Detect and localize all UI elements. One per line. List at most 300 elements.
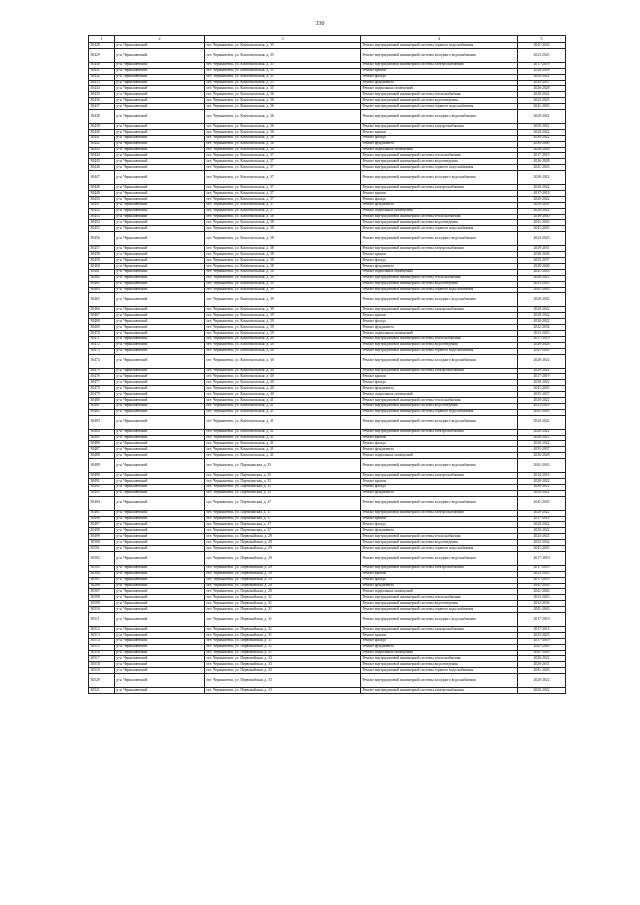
work-type-cell: Ремонт внутридомовой инженерной системы холодного водоснабжения [361,415,518,429]
municipality-cell: р-н. Чернышевский [115,429,205,435]
column-header-3: 3 [205,36,361,43]
table-row [89,354,566,368]
row-number-cell: 30430 [89,62,115,68]
municipality-cell: р-н. Чернышевский [115,202,205,208]
work-type-cell: Ремонт внутридомовой инженерной системы электроснабжения [361,124,518,130]
row-number-cell: 30491 [89,478,115,484]
period-cell: 2020-2022 [518,196,566,202]
address-cell: пгт. Чернышевск, ул. Комсомольская, д. 39 [205,275,361,281]
municipality-cell: р-н. Чернышевский [115,546,205,552]
address-cell: пгт. Чернышевск, ул. Первомайская, д. 29 [205,571,361,577]
municipality-cell: р-н. Чернышевский [115,374,205,380]
municipality-cell: р-н. Чернышевский [115,688,205,694]
period-cell: 2020-2022 [518,380,566,386]
municipality-cell: р-н. Чернышевский [115,171,205,185]
municipality-cell: р-н. Чернышевский [115,453,205,459]
row-number-cell: 30503 [89,565,115,571]
period-cell: 2014-2016 [518,473,566,479]
address-cell: пгт. Чернышевск, ул. Комсомольская, д. 37 [205,165,361,171]
period-cell: 2023-2025 [518,330,566,336]
table-row [89,674,566,688]
row-number-cell: 30480 [89,397,115,403]
period-cell: 2041-2043 [518,43,566,49]
period-cell: 2029-2031 [518,202,566,208]
period-cell: 2035-2037 [518,258,566,264]
work-type-cell: Ремонт внутридомовой инженерной системы горячего водоснабжения [361,607,518,613]
work-type-cell: Ремонт внутридомовой инженерной системы теплоснабжения [361,534,518,540]
period-cell: 2017-2019 [518,577,566,583]
table-row [89,688,566,694]
municipality-cell: р-н. Чернышевский [115,226,205,232]
address-cell: пгт. Чернышевск, ул. Партизанская, д. 35 [205,459,361,473]
table-row [89,496,566,510]
work-type-cell: Ремонт внутридомовой инженерной системы холодного водоснабжения [361,232,518,246]
period-cell: 2023-2025 [518,595,566,601]
row-number-cell: 30484 [89,429,115,435]
row-number-cell: 30458 [89,252,115,258]
period-cell: 2017-2019 [518,62,566,68]
period-cell: 2038-2040 [518,214,566,220]
period-cell: 2032-2034 [518,601,566,607]
municipality-cell: р-н. Чернышевский [115,98,205,104]
work-type-cell: Ремонт внутридомовой инженерной системы холодного водоснабжения [361,459,518,473]
work-type-cell: Ремонт подвальных помещений [361,330,518,336]
address-cell: пгт. Чернышевск, ул. Комсомольская, д. 36 [205,92,361,98]
row-number-cell: 30429 [89,48,115,62]
period-cell: 2020-2022 [518,171,566,185]
municipality-cell: р-н. Чернышевский [115,287,205,293]
period-cell: 2041-2043 [518,386,566,392]
period-cell: 2023-2025 [518,632,566,638]
municipality-cell: р-н. Чернышевский [115,441,205,447]
row-number-cell: 30465 [89,293,115,307]
row-number-cell: 30509 [89,601,115,607]
work-type-cell: Ремонт фундамента [361,263,518,269]
work-type-cell: Ремонт крыши [361,516,518,522]
work-type-cell: Ремонт крыши [361,632,518,638]
work-type-cell: Ремонт внутридомовой инженерной системы холодного водоснабжения [361,674,518,688]
row-number-cell: 30440 [89,129,115,135]
municipality-cell: р-н. Чернышевский [115,129,205,135]
period-cell: 2038-2040 [518,263,566,269]
period-cell: 2020-2022 [518,129,566,135]
municipality-cell: р-н. Чернышевский [115,607,205,613]
address-cell: пгт. Чернышевск, ул. Комсомольская, д. 41 [205,397,361,403]
address-cell: пгт. Чернышевск, ул. Комсомольская, д. 41 [205,441,361,447]
municipality-cell: р-н. Чернышевский [115,191,205,197]
municipality-cell: р-н. Чернышевский [115,674,205,688]
row-number-cell: 30478 [89,386,115,392]
row-number-cell: 30521 [89,688,115,694]
period-cell: 2020-2022 [518,656,566,662]
period-cell: 2038-2040 [518,141,566,147]
row-number-cell: 30447 [89,171,115,185]
row-number-cell: 30463 [89,281,115,287]
period-cell: 2020-2022 [518,368,566,374]
period-cell: 2041-2043 [518,348,566,354]
work-type-cell: Ремонт фасада [361,135,518,141]
address-cell: пгт. Чернышевск, ул. Комсомольская, д. 36 [205,104,361,110]
municipality-cell: р-н. Чернышевский [115,307,205,313]
period-cell: 2041-2043 [518,589,566,595]
address-cell: пгт. Чернышевск, ул. Первомайская, д. 33 [205,674,361,688]
period-cell: 2020-2022 [518,307,566,313]
table-row [89,613,566,627]
address-cell: пгт. Чернышевск, ул. Комсомольская, д. 36 [205,135,361,141]
row-number-cell: 30496 [89,516,115,522]
row-number-cell: 30517 [89,656,115,662]
period-cell: 2020-2022 [518,275,566,281]
municipality-cell: р-н. Чернышевский [115,522,205,528]
address-cell: пгт. Чернышевск, ул. Комсомольская, д. 41 [205,453,361,459]
address-cell: пгт. Чернышевск, ул. Комсомольская, д. 39 [205,293,361,307]
row-number-cell: 30467 [89,313,115,319]
address-cell: пгт. Чернышевск, ул. Комсомольская, д. 36 [205,141,361,147]
address-cell: пгт. Чернышевск, ул. Комсомольская, д. 37 [205,191,361,197]
row-number-cell: 30520 [89,674,115,688]
municipality-cell: р-н. Чернышевский [115,43,205,49]
period-cell: 2023-2025 [518,403,566,409]
municipality-cell: р-н. Чернышевский [115,342,205,348]
row-number-cell: 30456 [89,232,115,246]
row-number-cell: 30428 [89,43,115,49]
address-cell: пгт. Чернышевск, ул. Первомайская, д. 31 [205,632,361,638]
work-type-cell: Ремонт крыши [361,252,518,258]
municipality-cell: р-н. Чернышевский [115,325,205,331]
period-cell: 2017-2019 [518,613,566,627]
address-cell: пгт. Чернышевск, ул. Комсомольская, д. 37 [205,208,361,214]
work-type-cell: Ремонт фасада [361,577,518,583]
address-cell: пгт. Чернышевск, ул. Партизанская, д. 37 [205,510,361,516]
work-type-cell: Ремонт крыши [361,313,518,319]
address-cell: пгт. Чернышевск, ул. Комсомольская, д. 38 [205,258,361,264]
municipality-cell: р-н. Чернышевский [115,141,205,147]
period-cell: 2020-2022 [518,354,566,368]
period-cell: 2026-2028 [518,159,566,165]
address-cell: пгт. Чернышевск, ул. Комсомольская, д. 40 [205,348,361,354]
municipality-cell: р-н. Чернышевский [115,92,205,98]
municipality-cell: р-н. Чернышевский [115,348,205,354]
period-cell: 2020-2022 [518,688,566,694]
work-type-cell: Ремонт подвальных помещений [361,453,518,459]
work-type-cell: Ремонт фасада [361,441,518,447]
row-number-cell: 30494 [89,496,115,510]
work-type-cell: Ремонт внутридомовой инженерной системы горячего водоснабжения [361,348,518,354]
work-type-cell: Ремонт фундамента [361,490,518,496]
period-cell: 2023-2025 [518,48,566,62]
work-type-cell: Ремонт внутридомовой инженерной системы электроснабжения [361,185,518,191]
row-number-cell: 30471 [89,336,115,342]
row-number-cell: 30474 [89,354,115,368]
period-cell: 2017-2019 [518,638,566,644]
municipality-cell: р-н. Чернышевский [115,275,205,281]
municipality-cell: р-н. Чернышевский [115,153,205,159]
address-cell: пгт. Чернышевск, ул. Комсомольская, д. 40 [205,368,361,374]
row-number-cell: 30468 [89,319,115,325]
address-cell: пгт. Чернышевск, ул. Комсомольская, д. 37 [205,185,361,191]
work-type-cell: Ремонт внутридомовой инженерной системы водоотведения [361,342,518,348]
row-number-cell: 30487 [89,447,115,453]
period-cell: 2020-2022 [518,490,566,496]
period-cell: 2041-2043 [518,607,566,613]
work-type-cell: Ремонт крыши [361,129,518,135]
column-header-5: 5 [518,36,566,43]
period-cell: 2032-2034 [518,325,566,331]
period-cell: 2032-2034 [518,540,566,546]
page-number: 330 [315,21,325,27]
address-cell: пгт. Чернышевск, ул. Первомайская, д. 29 [205,546,361,552]
period-cell: 2020-2022 [518,397,566,403]
row-number-cell: 30505 [89,577,115,583]
table-row [89,171,566,185]
municipality-cell: р-н. Чернышевский [115,147,205,153]
period-cell: 2017-2019 [518,516,566,522]
address-cell: пгт. Чернышевск, ул. Комсомольская, д. 38 [205,232,361,246]
address-cell: пгт. Чернышевск, ул. Комсомольская, д. 35 [205,74,361,80]
address-cell: пгт. Чернышевск, ул. Комсомольская, д. 37 [205,202,361,208]
row-number-cell: 30481 [89,403,115,409]
address-cell: пгт. Чернышевск, ул. Комсомольская, д. 35 [205,48,361,62]
address-cell: пгт. Чернышевск, ул. Первомайская, д. 33 [205,662,361,668]
address-cell: пгт. Чернышевск, ул. Первомайская, д. 29 [205,583,361,589]
row-number-cell: 30497 [89,522,115,528]
table-row [89,232,566,246]
period-cell: 2017-2019 [518,627,566,633]
work-type-cell: Ремонт внутридомовой инженерной системы теплоснабжения [361,153,518,159]
work-type-cell: Ремонт подвальных помещений [361,86,518,92]
address-cell: пгт. Чернышевск, ул. Комсомольская, д. 41 [205,429,361,435]
row-number-cell: 30431 [89,68,115,74]
address-cell: пгт. Чернышевск, ул. Комсомольская, д. 41 [205,403,361,409]
municipality-cell: р-н. Чернышевский [115,484,205,490]
row-number-cell: 30489 [89,459,115,473]
table-row [89,415,566,429]
row-number-cell: 30435 [89,92,115,98]
column-header-4: 4 [361,36,518,43]
row-number-cell: 30441 [89,135,115,141]
row-number-cell: 30512 [89,627,115,633]
period-cell: 2023-2025 [518,571,566,577]
work-type-cell: Ремонт фундамента [361,528,518,534]
period-cell: 2020-2022 [518,441,566,447]
municipality-cell: р-н. Чернышевский [115,595,205,601]
row-number-cell: 30451 [89,202,115,208]
work-type-cell: Ремонт внутридомовой инженерной системы теплоснабжения [361,275,518,281]
municipality-cell: р-н. Чернышевский [115,319,205,325]
municipality-cell: р-н. Чернышевский [115,601,205,607]
period-cell: 2020-2022 [518,110,566,124]
period-cell: 2041-2043 [518,409,566,415]
row-number-cell: 30482 [89,409,115,415]
period-cell: 2026-2028 [518,147,566,153]
work-type-cell: Ремонт внутридомовой инженерной системы горячего водоснабжения [361,226,518,232]
municipality-cell: р-н. Чернышевский [115,293,205,307]
municipality-cell: р-н. Чернышевский [115,380,205,386]
row-number-cell: 30466 [89,307,115,313]
row-number-cell: 30443 [89,147,115,153]
row-number-cell: 30513 [89,632,115,638]
work-type-cell: Ремонт внутридомовой инженерной системы горячего водоснабжения [361,409,518,415]
municipality-cell: р-н. Чернышевский [115,74,205,80]
row-number-cell: 30464 [89,287,115,293]
address-cell: пгт. Чернышевск, ул. Партизанская, д. 37 [205,496,361,510]
address-cell: пгт. Чернышевск, ул. Комсомольская, д. 40 [205,374,361,380]
municipality-cell: р-н. Чернышевский [115,220,205,226]
work-type-cell: Ремонт подвальных помещений [361,650,518,656]
address-cell: пгт. Чернышевск, ул. Комсомольская, д. 41 [205,447,361,453]
column-number-row [89,36,566,43]
work-type-cell: Ремонт внутридомовой инженерной системы водоотведения [361,540,518,546]
column-header-2: 2 [115,36,205,43]
work-type-cell: Ремонт фундамента [361,644,518,650]
period-cell: 2020-2022 [518,319,566,325]
work-type-cell: Ремонт внутридомовой инженерной системы холодного водоснабжения [361,293,518,307]
period-cell: 2029-2031 [518,662,566,668]
period-cell: 2041-2043 [518,668,566,674]
address-cell: пгт. Чернышевск, ул. Первомайская, д. 29 [205,534,361,540]
period-cell: 2023-2025 [518,232,566,246]
work-type-cell: Ремонт внутридомовой инженерной системы электроснабжения [361,565,518,571]
row-number-cell: 30433 [89,80,115,86]
municipality-cell: р-н. Чернышевский [115,589,205,595]
work-type-cell: Ремонт внутридомовой инженерной системы электроснабжения [361,473,518,479]
work-type-cell: Ремонт внутридомовой инженерной системы холодного водоснабжения [361,171,518,185]
municipality-cell: р-н. Чернышевский [115,313,205,319]
row-number-cell: 30461 [89,269,115,275]
period-cell: 2041-2043 [518,165,566,171]
address-cell: пгт. Чернышевск, ул. Комсомольская, д. 40 [205,342,361,348]
municipality-cell: р-н. Чернышевский [115,662,205,668]
address-cell: пгт. Чернышевск, ул. Комсомольская, д. 36 [205,129,361,135]
row-number-cell: 30472 [89,342,115,348]
period-cell: 2023-2025 [518,534,566,540]
work-type-cell: Ремонт внутридомовой инженерной системы электроснабжения [361,368,518,374]
period-cell: 2020-2022 [518,435,566,441]
period-cell: 2020-2022 [518,415,566,429]
row-number-cell: 30483 [89,415,115,429]
address-cell: пгт. Чернышевск, ул. Первомайская, д. 31 [205,650,361,656]
row-number-cell: 30473 [89,348,115,354]
row-number-cell: 30510 [89,607,115,613]
period-cell: 2020-2022 [518,124,566,130]
municipality-cell: р-н. Чернышевский [115,397,205,403]
municipality-cell: р-н. Чернышевский [115,459,205,473]
work-type-cell: Ремонт внутридомовой инженерной системы горячего водоснабжения [361,668,518,674]
work-type-cell: Ремонт крыши [361,478,518,484]
period-cell: 2041-2043 [518,287,566,293]
period-cell: 2020-2022 [518,510,566,516]
row-number-cell: 30519 [89,668,115,674]
row-number-cell: 30462 [89,275,115,281]
municipality-cell: р-н. Чернышевский [115,409,205,415]
period-cell: 2041-2043 [518,546,566,552]
period-cell: 2035-2037 [518,392,566,398]
row-number-cell: 30486 [89,441,115,447]
period-cell: 2020-2022 [518,522,566,528]
period-cell: 2029-2031 [518,246,566,252]
row-number-cell: 30479 [89,392,115,398]
municipality-cell: р-н. Чернышевский [115,551,205,565]
address-cell: пгт. Чернышевск, ул. Первомайская, д. 29 [205,577,361,583]
address-cell: пгт. Чернышевск, ул. Комсомольская, д. 35 [205,68,361,74]
address-cell: пгт. Чернышевск, ул. Комсомольская, д. 39 [205,307,361,313]
row-number-cell: 30445 [89,159,115,165]
work-type-cell: Ремонт фасада [361,258,518,264]
municipality-cell: р-н. Чернышевский [115,528,205,534]
address-cell: пгт. Чернышевск, ул. Комсомольская, д. 35 [205,86,361,92]
municipality-cell: р-н. Чернышевский [115,510,205,516]
row-number-cell: 30476 [89,374,115,380]
work-type-cell: Ремонт внутридомовой инженерной системы электроснабжения [361,429,518,435]
municipality-cell: р-н. Чернышевский [115,415,205,429]
work-type-cell: Ремонт внутридомовой инженерной системы горячего водоснабжения [361,104,518,110]
table-body [89,43,566,694]
period-cell: 2026-2028 [518,342,566,348]
address-cell: пгт. Чернышевск, ул. Комсомольская, д. 39 [205,313,361,319]
municipality-cell: р-н. Чернышевский [115,368,205,374]
address-cell: пгт. Чернышевск, ул. Комсомольская, д. 38 [205,269,361,275]
row-number-cell: 30502 [89,551,115,565]
period-cell: 2041-2043 [518,226,566,232]
municipality-cell: р-н. Чернышевский [115,281,205,287]
work-type-cell: Ремонт внутридомовой инженерной системы водоотведения [361,601,518,607]
address-cell: пгт. Чернышевск, ул. Первомайская, д. 31 [205,613,361,627]
row-number-cell: 30459 [89,258,115,264]
row-number-cell: 30500 [89,540,115,546]
work-type-cell: Ремонт внутридомовой инженерной системы электроснабжения [361,307,518,313]
address-cell: пгт. Чернышевск, ул. Комсомольская, д. 41 [205,435,361,441]
address-cell: пгт. Чернышевск, ул. Партизанская, д. 35 [205,484,361,490]
work-type-cell: Ремонт подвальных помещений [361,147,518,153]
municipality-cell: р-н. Чернышевский [115,68,205,74]
work-type-cell: Ремонт внутридомовой инженерной системы электроснабжения [361,62,518,68]
row-number-cell: 30514 [89,638,115,644]
address-cell: пгт. Чернышевск, ул. Комсомольская, д. 38 [205,220,361,226]
address-cell: пгт. Чернышевск, ул. Первомайская, д. 31 [205,644,361,650]
row-number-cell: 30457 [89,246,115,252]
period-cell: 2017-2019 [518,191,566,197]
work-type-cell: Ремонт подвальных помещений [361,392,518,398]
row-number-cell: 30452 [89,208,115,214]
work-type-cell: Ремонт внутридомовой инженерной системы теплоснабжения [361,397,518,403]
municipality-cell: р-н. Чернышевский [115,124,205,130]
address-cell: пгт. Чернышевск, ул. Комсомольская, д. 36 [205,110,361,124]
row-number-cell: 30493 [89,490,115,496]
municipality-cell: р-н. Чернышевский [115,232,205,246]
address-cell: пгт. Чернышевск, ул. Комсомольская, д. 36 [205,98,361,104]
work-type-cell: Ремонт внутридомовой инженерной системы холодного водоснабжения [361,110,518,124]
work-type-cell: Ремонт внутридомовой инженерной системы водоотведения [361,662,518,668]
work-type-cell: Ремонт крыши [361,571,518,577]
work-type-cell: Ремонт внутридомовой инженерной системы горячего водоснабжения [361,546,518,552]
table-row [89,459,566,473]
period-cell: 2017-2019 [518,374,566,380]
address-cell: пгт. Чернышевск, ул. Первомайская, д. 29 [205,565,361,571]
municipality-cell: р-н. Чернышевский [115,80,205,86]
address-cell: пгт. Чернышевск, ул. Комсомольская, д. 35 [205,80,361,86]
municipality-cell: р-н. Чернышевский [115,613,205,627]
work-type-cell: Ремонт фасада [361,380,518,386]
row-number-cell: 30444 [89,153,115,159]
row-number-cell: 30449 [89,191,115,197]
period-cell: 2020-2022 [518,674,566,688]
period-cell: 2041-2043 [518,650,566,656]
municipality-cell: р-н. Чернышевский [115,668,205,674]
period-cell: 2035-2037 [518,447,566,453]
row-number-cell: 30475 [89,368,115,374]
row-number-cell: 30499 [89,534,115,540]
municipality-cell: р-н. Чернышевский [115,638,205,644]
